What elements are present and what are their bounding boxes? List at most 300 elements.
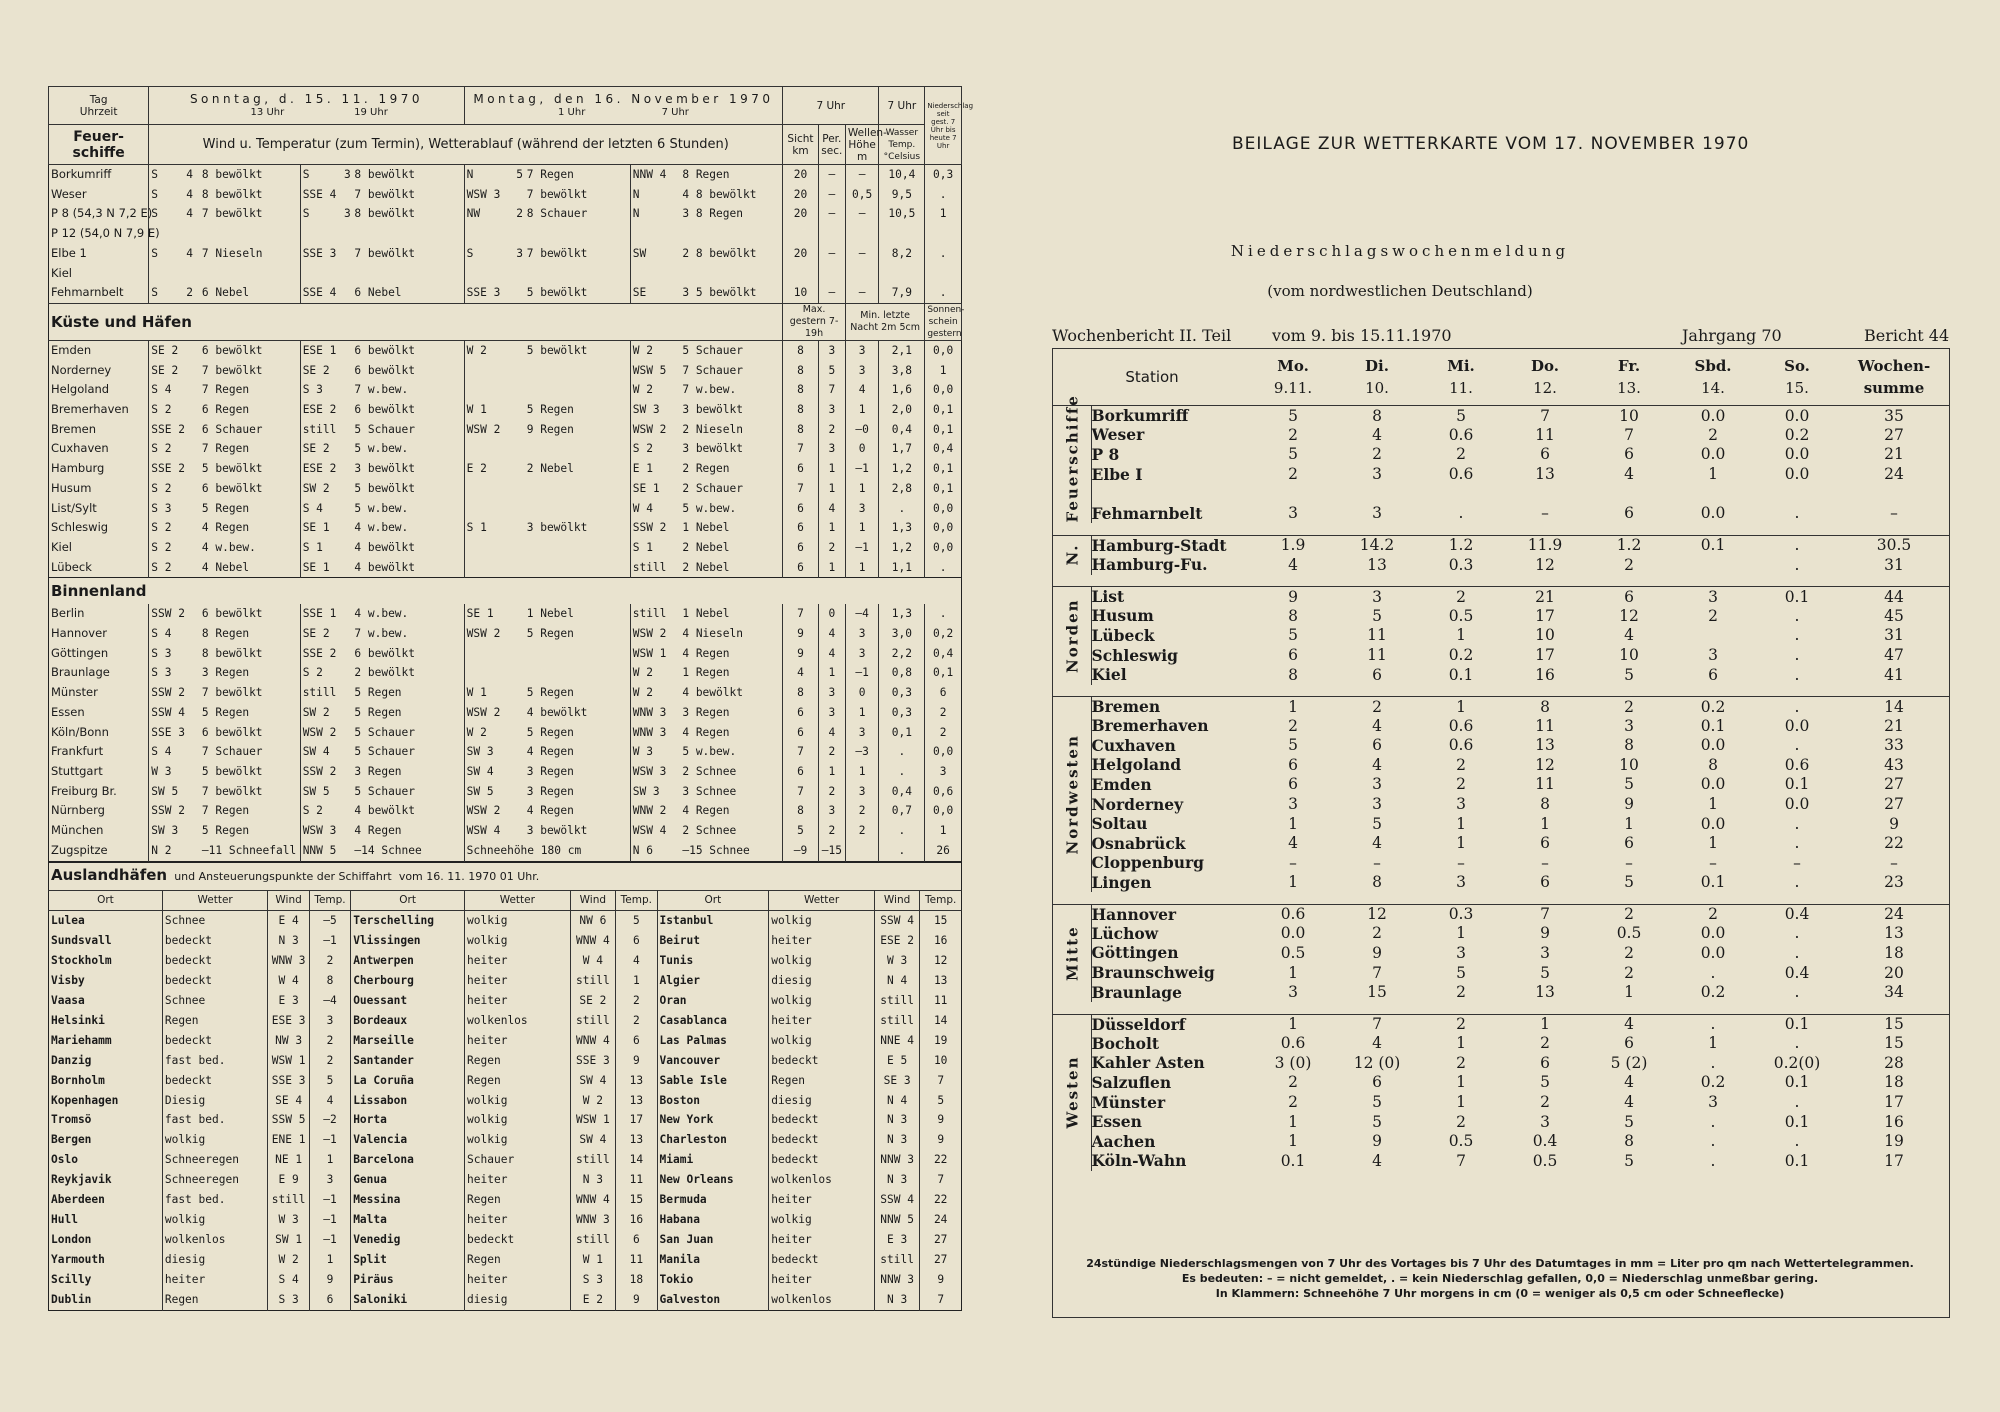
precip-value: 0.0 [1700, 775, 1726, 794]
cell-st: Schleswig [51, 520, 109, 535]
ausl-cell: N 3 [874, 1290, 920, 1310]
niederschlag-header: Niederschlag seit gest. 7 Uhr bis heute 7 Uhr [925, 87, 962, 165]
day-header: Mi. 11. [1419, 349, 1503, 406]
cell-m: 4 [818, 723, 845, 743]
cell-st: Helgoland [51, 382, 110, 397]
ausl-cell: heiter [769, 1011, 875, 1031]
station-name: Braunschweig [1091, 963, 1215, 983]
precip-row [1053, 1073, 1949, 1093]
ausl-cell: still [570, 971, 616, 991]
precip-value: 21 [1503, 587, 1587, 607]
cell-k: 2 Nebel [682, 540, 730, 554]
station-name: Kahler Asten [1091, 1053, 1205, 1073]
cell-n: 1 [845, 762, 878, 782]
ausl-cell: 4 [309, 1091, 350, 1111]
cell-p: 0,1 [925, 663, 962, 683]
cell-a: SSW 4 [149, 703, 200, 723]
ausl-cell: diesig [769, 971, 875, 991]
precip-value: 1 [1251, 1014, 1335, 1034]
precip-value [1671, 484, 1755, 504]
day-header: Di. 10. [1335, 349, 1419, 406]
ausl-cell: WNW 4 [570, 931, 616, 951]
cell-j: WSW 4 [630, 821, 680, 841]
ausl-cell: bedeckt [769, 1130, 875, 1150]
precip-rows [1053, 394, 1949, 1183]
precip-row [1053, 406, 1949, 426]
cell-p: 0,4 [925, 644, 962, 664]
cell-j: SSW 2 [630, 518, 680, 538]
cell-a: S [149, 185, 185, 205]
cell-c: 7 Regen [201, 442, 250, 456]
ausl-cell: W 4 [268, 971, 309, 991]
cell-l: 6 [783, 459, 819, 479]
precip-value: 4 [1372, 1151, 1382, 1170]
ausl-cell: NNW 3 [874, 1270, 920, 1290]
ausl-cell: wolkig [769, 1210, 875, 1230]
ausl-cell: W 4 [570, 951, 616, 971]
precip-value: 0.1 [1784, 1151, 1810, 1170]
cell-k: 3 8 Regen [682, 207, 743, 221]
cell-l [783, 224, 819, 244]
ausl-cell: 9 [309, 1270, 350, 1290]
ausl-cell: 6 [309, 1290, 350, 1310]
cell-st: Essen [51, 704, 85, 719]
precip-value: 0.1 [1448, 665, 1474, 684]
ausl-cell: Schnee [162, 911, 268, 931]
precip-value: 4 [1587, 1014, 1671, 1034]
binnen-row [49, 841, 962, 861]
cell-a: S 2 [149, 439, 200, 459]
cell-k: 3 Regen [682, 705, 730, 719]
station-name: Düsseldorf [1091, 1014, 1251, 1034]
precip-value: 12 [1535, 555, 1555, 574]
ausl-cell: Tromsö [51, 1113, 92, 1127]
cell-o: . [879, 499, 925, 519]
cell-k [680, 224, 782, 244]
ausl-cell: Horta [351, 1110, 465, 1130]
cell-l: 6 [783, 518, 819, 538]
cell-h: 5 [516, 168, 524, 181]
precip-value: 9 [1251, 587, 1335, 607]
precip-value: 6 [1708, 665, 1718, 684]
precip-value: 11 [1535, 716, 1555, 735]
group-spacer [1053, 685, 1949, 697]
ausl-cell: –1 [309, 1210, 350, 1230]
precip-row [1053, 1092, 1949, 1112]
cell-n: 1 [845, 479, 878, 499]
ausl-cell: Miami [657, 1150, 769, 1170]
cell-a: S 4 [149, 742, 200, 762]
precip-value: . [1794, 555, 1800, 574]
precip-value: 0.2 [1671, 697, 1755, 717]
precip-value: 10 [1619, 646, 1639, 665]
station-name: P 8 [1091, 444, 1120, 464]
cell-c: 5 Regen [201, 705, 250, 719]
precip-value: 27 [1884, 425, 1904, 444]
cell-f: 7 bewölkt [354, 246, 416, 260]
precip-value: 13 [1367, 555, 1387, 574]
cell-d: SSE 2 [300, 644, 352, 664]
cell-g [464, 644, 525, 664]
ausl-row [49, 1170, 962, 1190]
precip-row [1053, 645, 1949, 665]
precip-value: 1 [1288, 1132, 1298, 1151]
cell-i: 4 Regen [526, 804, 574, 818]
cell-c [200, 224, 300, 244]
cell-m: 3 [818, 400, 845, 420]
cell-g: W 2 [464, 340, 525, 360]
cell-f: 7 bewölkt [354, 187, 416, 201]
precip-value: 27 [1884, 795, 1904, 813]
ausl-cell: W 3 [268, 1210, 309, 1230]
ausl-cell: wolkig [769, 1031, 875, 1051]
ausl-cell: E 9 [268, 1170, 309, 1190]
cell-c: 3 Regen [201, 666, 250, 680]
precip-row [1053, 736, 1949, 756]
ausl-cell: heiter [465, 1031, 571, 1051]
cell-p: 1 [925, 361, 962, 381]
ausl-cell: 13 [616, 1091, 657, 1111]
cell-d: SW 2 [300, 479, 352, 499]
station-name: Cuxhaven [1091, 735, 1176, 755]
cell-n: 0 [845, 439, 878, 459]
cell-o: 0,1 [879, 723, 925, 743]
ausl-cell: still [570, 1011, 616, 1031]
cell-g: W 2 [464, 723, 525, 743]
cell-a: SSW 2 [149, 683, 200, 703]
ausl-cell: Yarmouth [51, 1252, 105, 1266]
ausl-row [49, 1071, 962, 1091]
precip-value: 1 [1419, 697, 1503, 717]
precip-value: 17 [1884, 1093, 1904, 1112]
cell-c: 8 Regen [201, 627, 250, 641]
ausl-cell: 15 [616, 1190, 657, 1210]
cell-l: –9 [783, 841, 819, 861]
station-name: Osnabrück [1091, 833, 1186, 853]
col-wetter: Wetter [769, 890, 875, 911]
precip-value: . [1710, 1151, 1716, 1170]
ausl-cell: Istanbul [657, 911, 769, 931]
cell-p: 0,1 [925, 479, 962, 499]
cell-m: 3 [818, 340, 845, 360]
precip-value: 3 [1372, 795, 1382, 813]
precip-value: 0.5 [1616, 924, 1642, 943]
binnen-row [49, 723, 962, 743]
ausl-cell: wolkenlos [769, 1290, 875, 1310]
cell-a [149, 264, 185, 284]
cell-m: 3 [818, 439, 845, 459]
ausl-cell: 3 [309, 1011, 350, 1031]
cell-c: 7 bewölkt [201, 686, 263, 700]
precip-value: 1 [1708, 1034, 1718, 1053]
cell-o: 0,3 [879, 683, 925, 703]
kueste-row [49, 499, 962, 519]
precip-value: 7 [1503, 904, 1587, 924]
ausl-cell: New Orleans [657, 1170, 769, 1190]
precip-value: 2 [1419, 1014, 1503, 1034]
cell-st: Hannover [51, 626, 107, 641]
cell-m: 1 [818, 518, 845, 538]
precip-value: . [1710, 963, 1716, 982]
precip-value: 1 [1708, 834, 1718, 853]
cell-c: 8 bewölkt [201, 168, 263, 181]
cell-d: SSE 3 [300, 244, 342, 264]
cell-a: S [149, 244, 185, 264]
ausl-title-row: Auslandhäfen und Ansteuerungspunkte der Schiffahrt vom 16. 11. 1970 01 Uhr. [49, 862, 962, 890]
cell-st: Emden [51, 342, 92, 357]
cell-st: Kiel [51, 265, 73, 280]
cell-k: 3 bewölkt [682, 442, 743, 456]
precip-value: 1 [1624, 983, 1634, 1002]
precip-value: 0.0 [1700, 504, 1726, 523]
precip-value: 0.0 [1755, 406, 1839, 426]
cell-m: 0 [818, 604, 845, 624]
precip-value: 6 [1624, 1034, 1634, 1053]
precip-value: 1 [1288, 963, 1298, 982]
ausl-cell: 2 [616, 1011, 657, 1031]
precip-value: 6 [1624, 834, 1634, 853]
cell-g [464, 538, 525, 558]
cell-e [342, 185, 352, 205]
group-spacer [1053, 1171, 1949, 1183]
precip-value: 22 [1884, 834, 1904, 853]
ausl-cell: Schnee [162, 991, 268, 1011]
cell-p: 0,3 [925, 165, 962, 185]
ausl-cell: 16 [616, 1210, 657, 1230]
wind-temp-header: Wind u. Temperatur (zum Termin), Wetterablauf (während der letzten 6 Stunden) [149, 125, 783, 165]
col-wind: Wind [268, 890, 309, 911]
cell-a: S 3 [149, 663, 200, 683]
cell-f [352, 224, 464, 244]
cell-d: WSW 3 [300, 821, 352, 841]
cell-o: 2,0 [879, 400, 925, 420]
cell-h: 3 [516, 246, 524, 260]
cell-j: WSW 1 [630, 644, 680, 664]
cell-g: SE 1 [464, 604, 525, 624]
ausl-cell: 2 [309, 1051, 350, 1071]
cell-n: 3 [845, 340, 878, 360]
cell-b: 2 [186, 286, 194, 300]
precipitation-table [1052, 348, 1950, 1318]
ausl-row [49, 911, 962, 931]
binnen-row [49, 683, 962, 703]
precip-value: 11 [1367, 626, 1387, 645]
feuerschiff-row [49, 224, 962, 244]
cell-f: 8 bewölkt [354, 207, 416, 221]
cell-f: 5 Regen [354, 686, 402, 700]
cell-a: S 3 [149, 644, 200, 664]
cell-l: 20 [783, 165, 819, 185]
precip-value: 6 [1372, 1073, 1382, 1092]
precip-value: 4 [1288, 834, 1298, 853]
precip-value: – [1289, 853, 1297, 872]
station-name: Soltau [1091, 814, 1148, 834]
ausl-cell: fast bed. [162, 1110, 268, 1130]
cell-g: NW [464, 204, 514, 224]
cell-d: SSE 1 [300, 604, 352, 624]
tag-header: Tag Uhrzeit [49, 87, 149, 125]
day-header: Fr. 13. [1587, 349, 1671, 406]
ausl-cell: NNE 4 [874, 1031, 920, 1051]
cell-n: 3 [845, 723, 878, 743]
cell-c: 4 w.bew. [201, 540, 256, 554]
cell-k: 5 Schauer [682, 343, 743, 357]
ausl-cell: wolkenlos [465, 1011, 571, 1031]
ausl-cell: bedeckt [769, 1150, 875, 1170]
cell-g [464, 499, 525, 519]
precip-value: 0.0 [1700, 943, 1726, 962]
ausl-cell: SE 2 [570, 991, 616, 1011]
precip-value: 2 [1335, 697, 1419, 717]
report-title: Niederschlagswochenmeldung [1230, 242, 1570, 260]
precip-value: . [1794, 924, 1800, 943]
ausl-cell: Hull [51, 1213, 78, 1226]
ausl-cell: still [874, 1250, 920, 1270]
precip-row [1053, 445, 1949, 465]
cell-g: SSE 3 [464, 283, 514, 303]
precip-value: . [1794, 873, 1800, 892]
precip-value: 8 [1503, 697, 1587, 717]
cell-k: 4 8 bewölkt [682, 187, 757, 201]
precip-value: 9 [1372, 943, 1382, 962]
cell-l: 6 [783, 538, 819, 558]
ausl-cell: 17 [616, 1110, 657, 1130]
cell-l: 7 [783, 782, 819, 802]
precip-value: 5 [1540, 1073, 1550, 1092]
precip-value: 0.6 [1280, 1034, 1306, 1053]
cell-j: W 2 [630, 663, 680, 683]
precip-row [1053, 425, 1949, 445]
ausl-cell: still [570, 1150, 616, 1170]
ausl-cell: San Juan [657, 1230, 769, 1250]
binnen-row [49, 782, 962, 802]
cell-h [514, 283, 524, 303]
precip-row [1053, 535, 1949, 555]
cell-p: 0,0 [925, 518, 962, 538]
precip-row [1053, 503, 1949, 523]
ausl-cell: heiter [465, 1170, 571, 1190]
station-header: Station [1053, 349, 1251, 406]
cell-l: 20 [783, 204, 819, 224]
cell-d: WSW 2 [300, 723, 352, 743]
ausl-cell: Sundsvall [51, 934, 112, 948]
ausl-cell: Helsinki [51, 1013, 105, 1027]
cell-c: 6 Regen [201, 403, 250, 417]
ausl-cell: 3 [309, 1170, 350, 1190]
cell-n: 1 [845, 518, 878, 538]
station-name: Göttingen [1091, 943, 1179, 963]
col-ort: Ort [657, 890, 769, 911]
precip-value: 0.5 [1532, 1151, 1558, 1170]
ausl-cell: Vlissingen [351, 931, 465, 951]
cell-h [514, 264, 524, 284]
ausl-cell: 6 [616, 1031, 657, 1051]
cell-d: SW 4 [300, 742, 352, 762]
precip-value: 16 [1535, 665, 1555, 684]
ausl-cell: 4 [616, 951, 657, 971]
cell-o: 10,5 [879, 204, 925, 224]
precip-value: 8 [1335, 406, 1419, 426]
cell-m: 2 [818, 782, 845, 802]
ausl-cell: E 3 [874, 1230, 920, 1250]
wasser-header: Wasser Temp. °Celsius [879, 125, 925, 165]
cell-d: SE 1 [300, 558, 352, 578]
group-spacer [1053, 1002, 1949, 1014]
precip-value: 12 (0) [1353, 1053, 1401, 1072]
feuerschiffe-header: Feuer- schiffe [49, 125, 149, 165]
precip-row [1053, 775, 1949, 795]
ausl-cell: Bornholm [51, 1073, 105, 1087]
cell-c: 6 bewölkt [201, 481, 263, 495]
ausl-cell: wolkig [769, 951, 875, 971]
ausl-cell: Antwerpen [351, 951, 465, 971]
cell-m: 3 [818, 683, 845, 703]
precip-value [1755, 484, 1839, 504]
cell-c: 6 bewölkt [201, 725, 263, 739]
ausl-cell: bedeckt [162, 951, 268, 971]
cell-i: 2 Nebel [526, 462, 574, 476]
precip-row [1053, 853, 1949, 873]
precip-value: 6 [1540, 1053, 1550, 1072]
precip-value: 27 [1884, 775, 1904, 794]
precip-value: – [1709, 853, 1717, 872]
ausl-cell: 13 [920, 971, 962, 991]
cell-j: S 2 [630, 439, 680, 459]
cell-i: 5 Regen [526, 725, 574, 739]
precip-value: 3 [1288, 504, 1298, 523]
feuerschiff-row [49, 283, 962, 303]
ausl-cell: bedeckt [162, 971, 268, 991]
precip-row [1053, 982, 1949, 1002]
cell-m: 2 [818, 742, 845, 762]
precip-row [1053, 587, 1949, 607]
ausl-cell: NE 1 [268, 1150, 309, 1170]
cell-g: W 1 [464, 683, 525, 703]
ausl-cell: bedeckt [162, 1071, 268, 1091]
cell-i [525, 380, 630, 400]
ausl-cell: wolkenlos [162, 1230, 268, 1250]
cell-o: 10,4 [879, 165, 925, 185]
cell-f: 4 Regen [354, 824, 402, 838]
ausl-cell: Aberdeen [51, 1193, 105, 1207]
cell-i [525, 499, 630, 519]
cell-b: 4 [186, 187, 194, 201]
cell-o: 7,9 [879, 283, 925, 303]
cell-o: 0,3 [879, 703, 925, 723]
precip-value: 11 [1367, 646, 1387, 665]
precip-value: 6 [1540, 834, 1550, 853]
cell-n: –0 [845, 420, 878, 440]
cell-d: SW 5 [300, 782, 352, 802]
ausl-cell: N 4 [874, 1091, 920, 1111]
cell-c: 4 Nebel [201, 560, 250, 574]
precip-value: 1 [1288, 1112, 1298, 1131]
precip-value: 15 [1884, 1034, 1904, 1053]
cell-o: 1,1 [879, 558, 925, 578]
station-name: Hamburg-Stadt [1091, 535, 1251, 555]
precip-value: 7 [1335, 1014, 1419, 1034]
precip-value: 2 [1372, 445, 1382, 464]
cell-d: S 1 [300, 538, 352, 558]
ausl-cell: W 1 [570, 1250, 616, 1270]
precip-value: 4 [1372, 716, 1382, 735]
precip-value: 0.0 [1700, 445, 1726, 464]
cell-j: SW [630, 244, 680, 264]
report-region: (vom nordwestlichen Deutschland) [1267, 282, 1533, 300]
cell-f: 4 bewölkt [354, 540, 416, 554]
cell-n: –1 [845, 663, 878, 683]
cell-j: W 2 [630, 340, 680, 360]
